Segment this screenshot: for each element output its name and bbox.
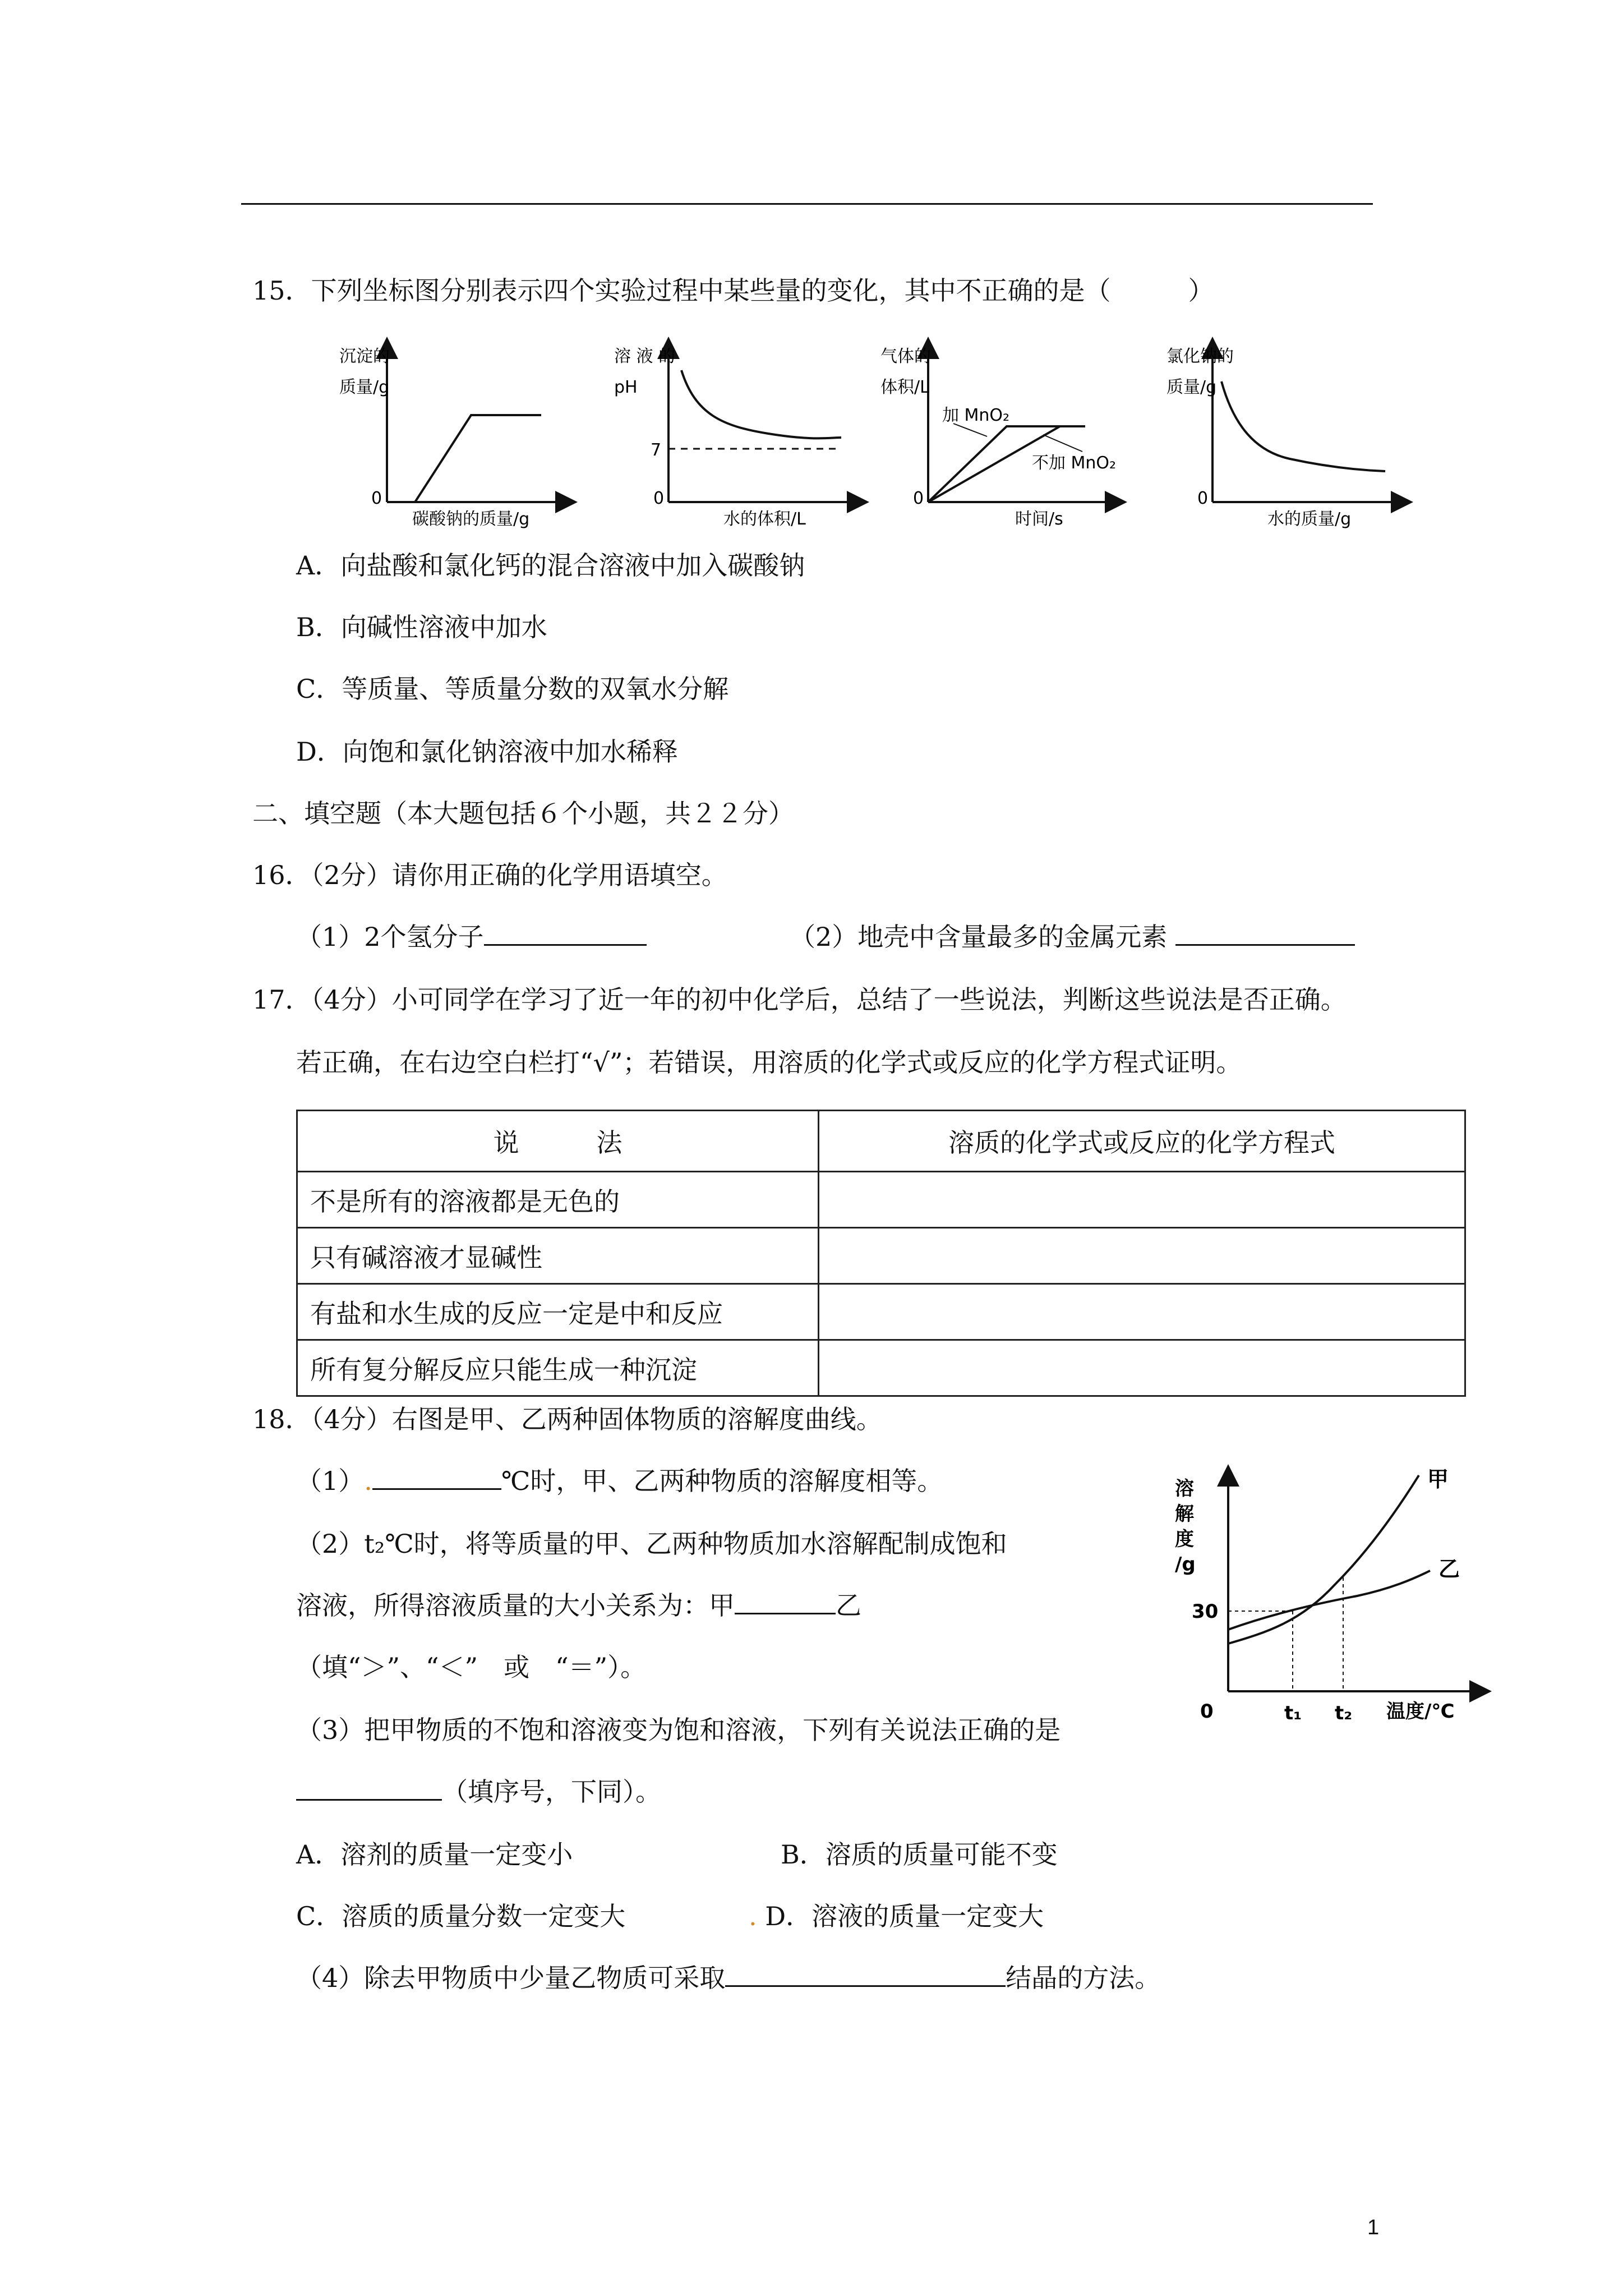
- q18-p2c: （填“＞”、“＜” 或 “＝”）。: [296, 1652, 647, 1682]
- g2-origin: 0: [653, 489, 665, 508]
- q15-stem: 15．下列坐标图分别表示四个实验过程中某些量的变化，其中不正确的是（ ）: [252, 275, 1214, 306]
- q18-blank3[interactable]: [296, 1777, 442, 1801]
- q18-option-d-wrap: [749, 1899, 1044, 1933]
- q17-header-row: [297, 1111, 1465, 1172]
- table-row: [297, 1284, 1465, 1340]
- sol-origin: 0: [1200, 1700, 1214, 1723]
- q18-option-b: B．溶质的质量可能不变: [781, 1839, 1058, 1870]
- table-row: [297, 1340, 1465, 1396]
- q18-p3b: （填序号，下同）。: [442, 1777, 661, 1807]
- q17-row3-answer[interactable]: [819, 1284, 1465, 1340]
- q17-col2: 溶质的化学式或反应的化学方程式: [819, 1111, 1465, 1172]
- q16-blank1[interactable]: [484, 922, 647, 946]
- g3-origin: 0: [913, 489, 924, 508]
- q18-part4: [296, 1961, 1160, 1995]
- sol-xlabel: 温度/℃: [1386, 1700, 1455, 1723]
- q18-p4-prefix: （4）除去甲物质中少量乙物质可采取: [296, 1963, 726, 1993]
- q17-row4-statement: 所有复分解反应只能生成一种沉淀: [297, 1340, 819, 1396]
- q18-blank1[interactable]: [372, 1466, 501, 1490]
- q17-row2-answer[interactable]: [819, 1228, 1465, 1284]
- q18-stem: 18．（4分）右图是甲、乙两种固体物质的溶解度曲线。: [252, 1404, 882, 1434]
- graph-nacl: [1166, 347, 1402, 529]
- g4-ylabel2: 质量/g: [1166, 378, 1217, 397]
- graph-ph: [614, 347, 858, 529]
- sol-ylabel-3: 度: [1175, 1528, 1194, 1550]
- sol-t2: t₂: [1335, 1702, 1353, 1724]
- q16-blank2[interactable]: [1175, 922, 1355, 946]
- q15-option-b: B．向碱性溶液中加水: [296, 612, 547, 642]
- g2-ylabel2: pH: [614, 378, 638, 397]
- q17-stem: 17．（4分）小可同学在学习了近一年的初中化学后，总结了一些说法，判断这些说法是否正确。: [252, 984, 1347, 1015]
- q18-option-d: D．溶液的质量一定变大: [765, 1901, 1044, 1931]
- q18-part2b: [296, 1589, 861, 1622]
- curve-yi: [1228, 1571, 1430, 1630]
- g1-ylabel2: 质量/g: [339, 378, 390, 397]
- q18-part3b: [296, 1775, 661, 1809]
- table-row: [297, 1172, 1465, 1228]
- mark-dot: .: [749, 1901, 757, 1931]
- g2-xlabel: 水的体积/L: [723, 509, 806, 529]
- q15-option-a: A．向盐酸和氯化钙的混合溶液中加入碳酸钠: [296, 550, 805, 581]
- q18-p3a: （3）把甲物质的不饱和溶液变为饱和溶液，下列有关说法正确的是: [296, 1715, 1061, 1745]
- q18-p2b-suffix: 乙: [836, 1590, 861, 1621]
- q18-p4-suffix: 结晶的方法。: [1006, 1963, 1161, 1993]
- sol-ylabel-2: 解: [1175, 1503, 1194, 1525]
- q18-p1-suffix: ℃时，甲、乙两种物质的溶解度相等。: [501, 1466, 943, 1496]
- solubility-chart: [1166, 1458, 1503, 1728]
- q16-part1-label: （1）2个氢分子: [296, 922, 484, 952]
- page-number: 1: [1367, 2216, 1380, 2239]
- table-row: [297, 1228, 1465, 1284]
- q17-stem2: 若正确，在右边空白栏打“√”；若错误，用溶质的化学式或反应的化学方程式证明。: [296, 1047, 1242, 1078]
- q16-stem: 16．（2分）请你用正确的化学用语填空。: [252, 860, 727, 890]
- q18-option-c: C．溶质的质量分数一定变大: [296, 1901, 626, 1931]
- g1-xlabel: 碳酸钠的质量/g: [412, 509, 530, 529]
- q17-row1-statement: 不是所有的溶液都是无色的: [297, 1172, 819, 1228]
- g3-ylabel2: 体积/L: [880, 378, 929, 397]
- g1-ylabel1: 沉淀的: [339, 347, 390, 366]
- q15-option-c: C．等质量、等质量分数的双氧水分解: [296, 674, 729, 704]
- q18-p1-prefix: （1）: [296, 1466, 365, 1496]
- sol-t1: t₁: [1284, 1702, 1302, 1724]
- g4-origin: 0: [1197, 489, 1209, 508]
- g1-origin: 0: [371, 489, 382, 508]
- q18-p2b-prefix: 溶液，所得溶液质量的大小关系为：甲: [296, 1590, 735, 1621]
- q17-row4-answer[interactable]: [819, 1340, 1465, 1396]
- q18-blank2[interactable]: [735, 1590, 836, 1614]
- g4-ylabel1: 氯化钠的: [1166, 347, 1234, 366]
- q18-part1: [296, 1464, 943, 1498]
- q15-graphs: [0, 0, 1623, 561]
- q18-option-a: A．溶剂的质量一定变小: [296, 1839, 573, 1870]
- q17-col1: 说 法: [297, 1111, 819, 1172]
- graph-precipitate: [339, 347, 566, 529]
- g3-ylabel1: 气体的: [880, 347, 931, 366]
- sol-ylabel-4: /g: [1175, 1553, 1196, 1576]
- q17-table: [296, 1110, 1466, 1397]
- sol-ytick-30: 30: [1192, 1600, 1219, 1623]
- q17-row1-answer[interactable]: [819, 1172, 1465, 1228]
- q18-p2a: （2）t₂℃时，将等质量的甲、乙两种物质加水溶解配制成饱和: [296, 1529, 1007, 1559]
- curve-jia: [1228, 1475, 1419, 1644]
- q16-part2: [790, 920, 1355, 954]
- q16-part1: [296, 920, 647, 954]
- section2-title: 二、填空题（本大题包括６个小题，共２２分）: [252, 798, 794, 829]
- q18-blank4[interactable]: [725, 1963, 1006, 1987]
- mark-dot: .: [364, 1466, 372, 1496]
- sol-ylabel-1: 溶: [1175, 1478, 1194, 1500]
- g2-ylabel1: 溶 液 的: [614, 347, 676, 366]
- g4-xlabel: 水的质量/g: [1267, 509, 1352, 529]
- sol-series-yi: 乙: [1438, 1557, 1460, 1581]
- q17-row2-statement: 只有碱溶液才显碱性: [297, 1228, 819, 1284]
- sol-series-jia: 甲: [1427, 1467, 1449, 1492]
- g3-line2: 不加 MnO₂: [1032, 453, 1117, 473]
- q16-part2-label: （2）地壳中含量最多的金属元素: [790, 922, 1168, 952]
- g2-tick-7: 7: [651, 440, 662, 460]
- q17-row3-statement: 有盐和水生成的反应一定是中和反应: [297, 1284, 819, 1340]
- q15-option-d: D．向饱和氯化钠溶液中加水稀释: [296, 737, 678, 767]
- g3-line1: 加 MnO₂: [942, 406, 1010, 425]
- graph-gas: [880, 347, 1116, 529]
- g3-xlabel: 时间/s: [1015, 509, 1063, 529]
